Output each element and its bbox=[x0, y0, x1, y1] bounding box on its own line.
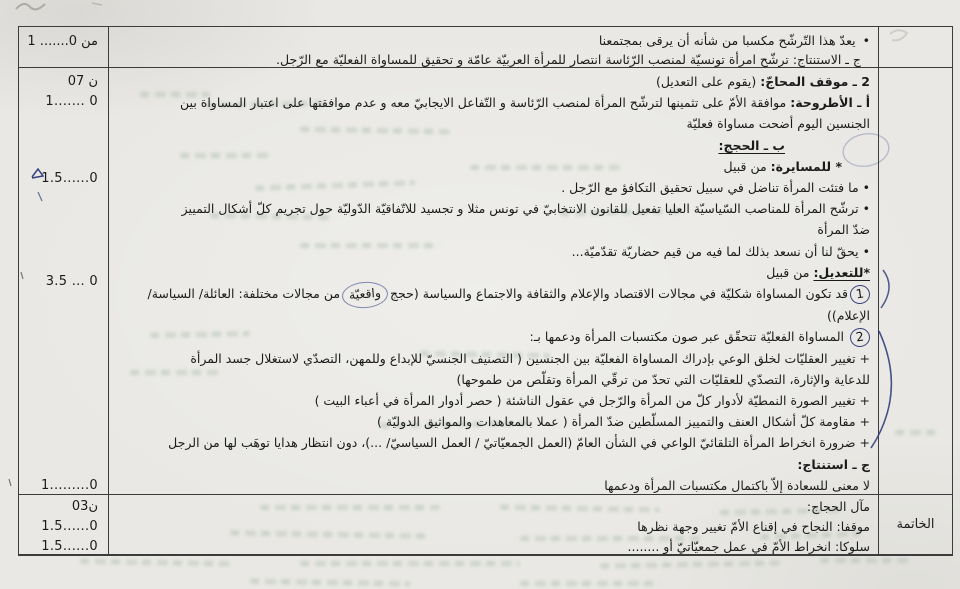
rubric-line: مآل الحجاج: bbox=[806, 499, 870, 514]
lead-label: سلوكا: bbox=[834, 539, 870, 554]
rubric-line: * للمسايرة: من قبيل bbox=[723, 158, 842, 174]
pen-circled-number: 2 bbox=[849, 327, 871, 349]
ink-bleed-mark bbox=[300, 561, 520, 566]
rubric-line bbox=[112, 135, 870, 156]
rubric-line: 2 المساواة الفعليّة تتحقّق عبر صون مكتسبات المرأة ودعمها بـ: bbox=[112, 326, 870, 347]
rubric-line: موقفا: النجاح في إقناع الأمّ تغيير وجهة نظرها bbox=[637, 519, 870, 535]
lead-label: موقفا: bbox=[836, 519, 870, 535]
rubric-line: • ترشّح المرأة للمناصب السّياسيّة العليا تفعيل للقانون الانتخابيّ في تونس مثلا و تجسيد للاتّفاقيّة الدّوليّة حول تجريم كلّ أشكال التمييز bbox=[181, 201, 870, 217]
score-cell-intro bbox=[19, 27, 108, 67]
rubric-line bbox=[112, 454, 870, 475]
lead-label: ب ـ الحجج: bbox=[718, 137, 785, 153]
score-value: 07 ن bbox=[67, 74, 98, 89]
rubric-line: لا معنى للسعادة إلاّ باكتمال مكتسبات المرأة ودعمها bbox=[604, 477, 870, 493]
rubric-line: • يحقّ لنا أن نسعد بذلك لما فيه من قيم حضاريّة تقدّميّة... bbox=[571, 243, 870, 259]
score-value: 1 .......0 من bbox=[27, 34, 98, 49]
rubric-line: + ضرورة انخراط المرأة التلقائيّ الواعي في الشأن العامّ (العمل الجمعيّاتيّ / العمل السياسيّ/ ...)، دون انتظار هدايا توهَب لها من الرجل bbox=[168, 435, 870, 451]
score-value: 1.5......0 bbox=[41, 171, 98, 186]
pen-circled-number: 1 bbox=[849, 284, 871, 306]
ink-bleed-mark bbox=[600, 560, 780, 568]
score-cell-main bbox=[19, 67, 108, 494]
rubric-line: • ما فتئت المرأة تناضل في سبيل تحقيق التكافؤ مع الرّجل . bbox=[561, 180, 870, 196]
pen-tick bbox=[9, 479, 11, 486]
score-value: 1.5......0 bbox=[41, 539, 98, 554]
empty-section-cell bbox=[878, 67, 952, 494]
rubric-line: + مقاومة كلّ أشكال العنف والتمييز المسلّطين ضدّ المرأة ( عملا بالمعاهدات والمواثيق الدوليّة ) bbox=[376, 414, 870, 430]
rubric-line: • يعدّ هذا التّرشّح مكسبا من شأنه أن يرقى بمجتمعنا bbox=[598, 33, 870, 48]
rubric-line: الجنسين اليوم أضحت مساواة فعليّة bbox=[686, 116, 870, 132]
score-value: 1.........0 bbox=[40, 478, 98, 493]
conclusion-text-cell bbox=[108, 494, 878, 554]
pencil-scribble bbox=[92, 3, 102, 5]
pencil-scribble bbox=[16, 4, 45, 9]
ink-bleed-mark bbox=[520, 581, 660, 586]
rubric-line: الإعلام)) bbox=[826, 308, 870, 324]
bullet-icon: • bbox=[862, 33, 870, 48]
rubric-line: للدعاية والإثارة، التصدّي للعقليّات التي تحدّ من ترقّي المرأة وتقلّص من طموحها) bbox=[456, 371, 870, 387]
score-value: 1....... 0 bbox=[45, 94, 98, 109]
ink-bleed-mark bbox=[80, 559, 230, 567]
rubric-line: ج ـ الاستنتاج: ترشّح امرأة تونسيّة لمنصب الرّئاسة انتصار للمرأة العربيّة عامّة و تحقيق للمساواة الفعليّة مع الرّجل. bbox=[276, 52, 861, 67]
score-value: 3.5 ... 0 bbox=[45, 274, 98, 289]
score-cell-conclusion bbox=[19, 494, 108, 554]
lead-label: 2 ـ موقف المحاجّ: bbox=[760, 74, 870, 89]
rubric-line: أ ـ الأطروحة: موافقة الأمّ على تثمينها لترشّح المرأة لمنصب الرّئاسة و التّفاعل الايجابيّ معه و عدم موافقتها على اعتبار المساواة بين bbox=[180, 95, 870, 111]
pen-circled-word: واقعيّة bbox=[341, 280, 389, 309]
rubric-line: 1قد تكون المساواة شكليّة في مجالات الاقتصاد والإعلام والثقافة والاجتماع والسياسة (حجج واقعيّة من مجالات مختلفة: العائلة/ السياسة/ bbox=[112, 283, 870, 305]
lead-label: أ ـ الأطروحة: bbox=[790, 95, 870, 111]
lead-label: ج ـ الاستنتاج: bbox=[792, 52, 861, 67]
lead-label: *للتعديل: bbox=[813, 264, 870, 280]
rubric-line: ضدّ المرأة bbox=[817, 222, 870, 238]
empty-section-cell bbox=[878, 27, 952, 67]
main-text-cell bbox=[108, 67, 878, 494]
score-value: 1.5......0 bbox=[41, 519, 98, 534]
lead-label: * للمسايرة: bbox=[770, 158, 842, 174]
lead-label: ج ـ استنتاج: bbox=[797, 456, 870, 472]
rubric-line: 2 ـ موقف المحاجّ: (يقوم على التعديل) bbox=[655, 74, 870, 89]
rubric-table bbox=[18, 26, 953, 556]
ink-bleed-mark bbox=[820, 558, 910, 563]
rubric-line: + تغيير العقليّات لخلق الوعي بإدراك المساواة الفعليّة بين الجنسين ( التصنيف الجنسيّ للإبداع وللمهن، التصدّي لاستغلال جسد المرأة bbox=[190, 350, 870, 366]
intro-text-cell bbox=[108, 27, 878, 67]
ink-bleed-mark bbox=[250, 579, 410, 587]
score-value: 03ن bbox=[71, 499, 98, 514]
rubric-line: + تغيير الصورة النمطيّة لأدوار كلّ من المرأة والرّجل في عقول الناشئة ( حصر أدوار المرأة في أعباء البيت ) bbox=[314, 393, 870, 409]
section-label-cell bbox=[878, 494, 952, 554]
rubric-line: سلوكا: انخراط الأمّ في عمل جمعيّاتيّ أو ........ bbox=[627, 539, 870, 554]
section-label: الخاتمة bbox=[896, 517, 935, 532]
rubric-line: *للتعديل: من قبيل bbox=[766, 264, 870, 280]
